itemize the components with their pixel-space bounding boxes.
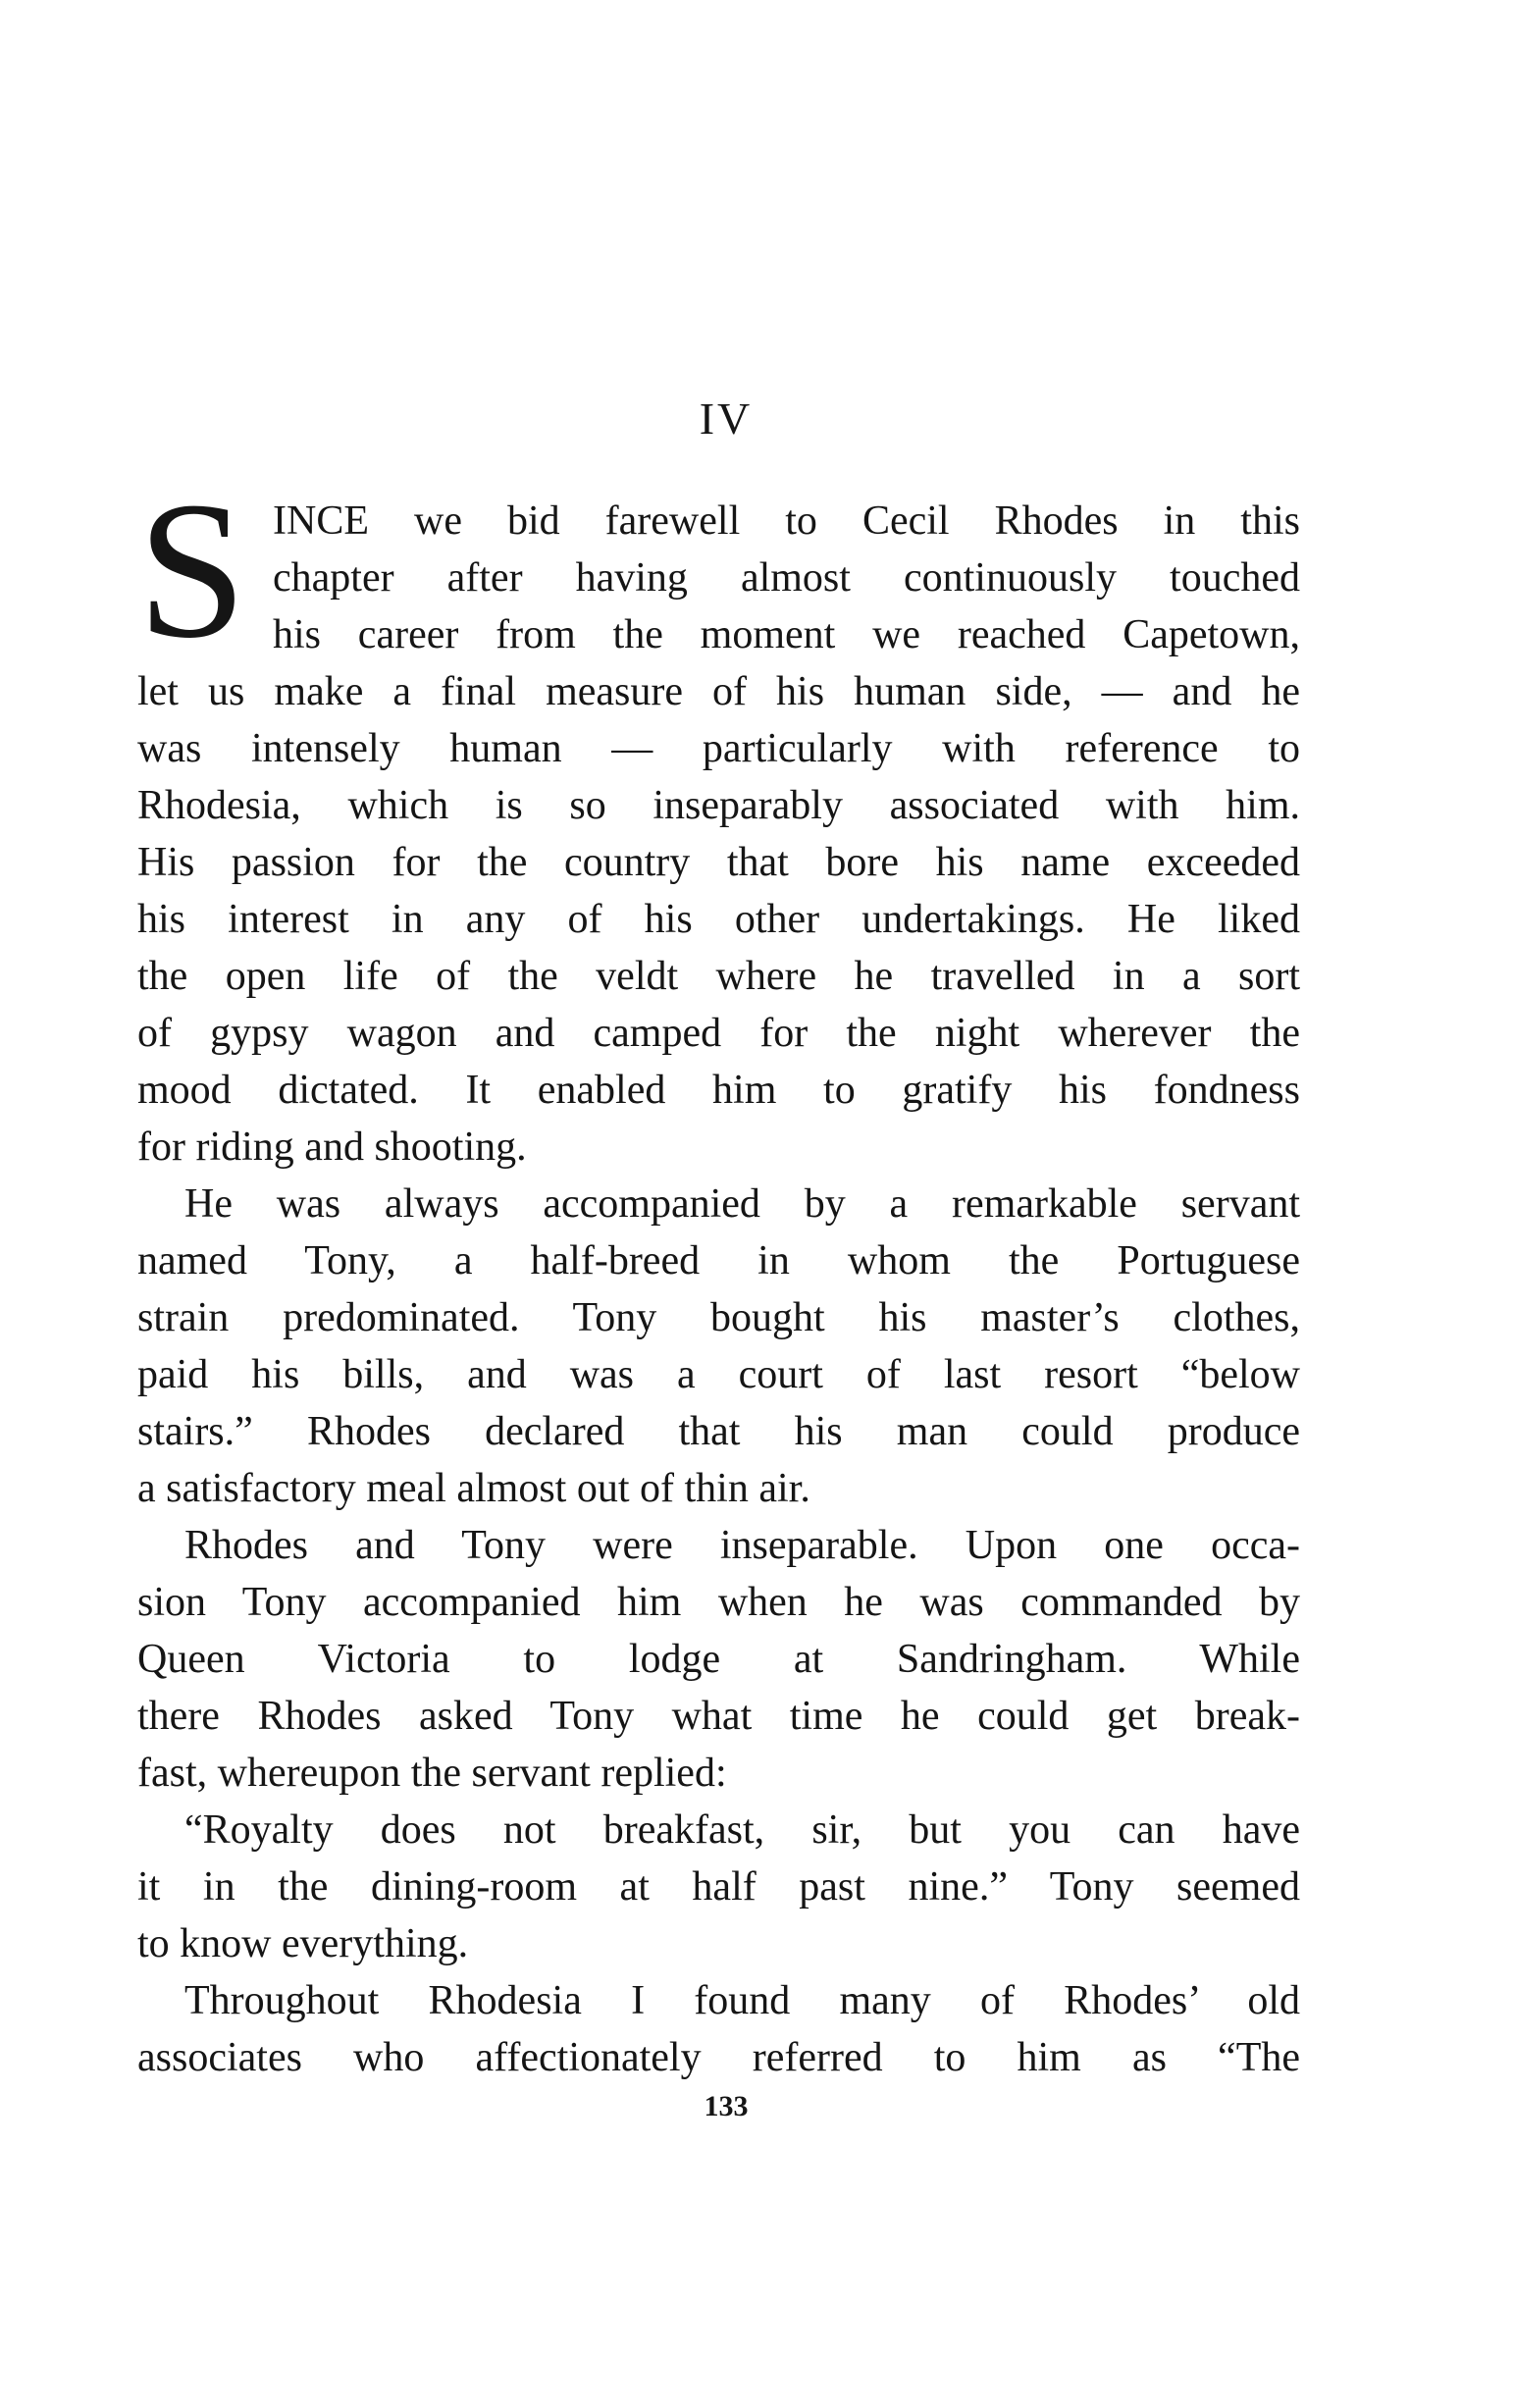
text-line: sion Tony accompanied him when he was commanded by bbox=[137, 1580, 1300, 1625]
text-line: fast, whereupon the servant replied: bbox=[137, 1751, 727, 1796]
text-line: stairs.” Rhodes declared that his man could produce bbox=[137, 1409, 1300, 1454]
text-line: was intensely human — particularly with reference to bbox=[137, 726, 1300, 771]
text-line: chapter after having almost continuously touched bbox=[273, 555, 1300, 601]
text-line: for riding and shooting. bbox=[137, 1125, 527, 1170]
text-line: the open life of the veldt where he travelled in a sort bbox=[137, 954, 1300, 999]
text-line: strain predominated. Tony bought his master’s clothes, bbox=[137, 1295, 1300, 1340]
text-line: it in the dining-room at half past nine.” Tony seemed bbox=[137, 1864, 1300, 1910]
text-line: named Tony, a half-breed in whom the Portuguese bbox=[137, 1238, 1300, 1283]
text-line: let us make a final measure of his human side, — and he bbox=[137, 669, 1300, 714]
text-line: Throughout Rhodesia I found many of Rhodes’ old bbox=[184, 1978, 1300, 2023]
text-line: mood dictated. It enabled him to gratify his fondness bbox=[137, 1068, 1300, 1113]
text-line: to know everything. bbox=[137, 1921, 469, 1966]
text-line: He was always accompanied by a remarkable servant bbox=[184, 1181, 1300, 1227]
text-line: his interest in any of his other undertakings. He liked bbox=[137, 897, 1300, 942]
text-line: associates who affectionately referred to him as “The bbox=[137, 2035, 1300, 2080]
text-line: His passion for the country that bore his name exceeded bbox=[137, 840, 1300, 885]
text-line: INCE we bid farewell to Cecil Rhodes in this bbox=[273, 498, 1300, 544]
text-line: “Royalty does not breakfast, sir, but you can have bbox=[184, 1807, 1300, 1853]
text-line: Queen Victoria to lodge at Sandringham. While bbox=[137, 1637, 1300, 1682]
text-line: a satisfactory meal almost out of thin air. bbox=[137, 1466, 810, 1511]
text-line: there Rhodes asked Tony what time he could get break- bbox=[137, 1694, 1300, 1739]
body-text bbox=[137, 493, 1300, 2086]
text-line: paid his bills, and was a court of last resort “below bbox=[137, 1352, 1300, 1397]
text-line: of gypsy wagon and camped for the night wherever the bbox=[137, 1011, 1300, 1056]
text-line: Rhodesia, which is so inseparably associated with him. bbox=[137, 783, 1300, 828]
text-line: Rhodes and Tony were inseparable. Upon one occa- bbox=[184, 1523, 1300, 1568]
chapter-heading: IV bbox=[699, 393, 754, 444]
drop-cap: S bbox=[137, 462, 247, 679]
text-line: his career from the moment we reached Capetown, bbox=[273, 612, 1300, 657]
page-number: 133 bbox=[704, 2090, 749, 2122]
